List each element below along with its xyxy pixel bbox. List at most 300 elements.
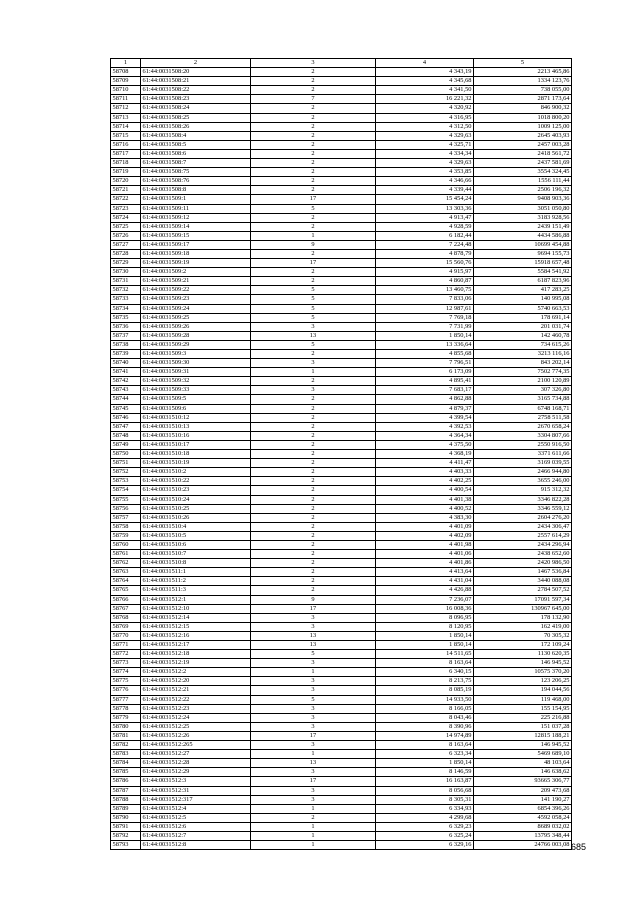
row-number-cell: 58791	[111, 822, 141, 831]
row-number-cell: 58790	[111, 813, 141, 822]
table-row	[111, 604, 572, 613]
cadastral-value-cell: 2871 173,64	[474, 95, 572, 104]
row-number-cell: 58754	[111, 486, 141, 495]
cadastral-value-cell: 5740 663,53	[474, 304, 572, 313]
cadastral-number-cell: 61:44:0031512:23	[141, 704, 251, 713]
group-code-cell: 2	[251, 149, 376, 158]
cadastral-number-cell: 61:44:0031510:17	[141, 440, 251, 449]
group-code-cell: 2	[251, 131, 376, 140]
cadastral-number-cell: 61:44:0031512:265	[141, 741, 251, 750]
specific-value-cell: 6 329,23	[376, 822, 474, 831]
cadastral-value-cell: 4592 058,24	[474, 813, 572, 822]
specific-value-cell: 4 325,71	[376, 140, 474, 149]
table-row	[111, 222, 572, 231]
table-row	[111, 631, 572, 640]
group-code-cell: 2	[251, 522, 376, 531]
table-row	[111, 304, 572, 313]
row-number-cell: 58741	[111, 368, 141, 377]
table-row	[111, 159, 572, 168]
group-code-cell: 2	[251, 395, 376, 404]
cadastral-value-cell: 6187 823,96	[474, 277, 572, 286]
row-number-cell: 58765	[111, 586, 141, 595]
group-code-cell: 17	[251, 195, 376, 204]
row-number-cell: 58767	[111, 604, 141, 613]
table-row	[111, 595, 572, 604]
group-code-cell: 2	[251, 277, 376, 286]
cadastral-value-cell: 6748 168,71	[474, 404, 572, 413]
row-number-cell: 58724	[111, 213, 141, 222]
table-row	[111, 831, 572, 840]
table-row	[111, 777, 572, 786]
table-row	[111, 786, 572, 795]
table-row	[111, 131, 572, 140]
cadastral-number-cell: 61:44:0031510:26	[141, 513, 251, 522]
cadastral-value-cell: 17091 597,34	[474, 595, 572, 604]
table-row	[111, 168, 572, 177]
row-number-cell: 58726	[111, 231, 141, 240]
row-number-cell: 58725	[111, 222, 141, 231]
cadastral-value-cell: 915 312,32	[474, 486, 572, 495]
group-code-cell: 5	[251, 295, 376, 304]
cadastral-number-cell: 61:44:0031510:24	[141, 495, 251, 504]
group-code-cell: 5	[251, 650, 376, 659]
cadastral-number-cell: 61:44:0031509:26	[141, 322, 251, 331]
group-code-cell: 5	[251, 340, 376, 349]
table-row	[111, 704, 572, 713]
group-code-cell: 3	[251, 741, 376, 750]
specific-value-cell: 14 974,89	[376, 731, 474, 740]
table-row	[111, 331, 572, 340]
cadastral-number-cell: 61:44:0031509:2	[141, 268, 251, 277]
cadastral-value-cell: 3169 039,55	[474, 459, 572, 468]
cadastral-value-cell: 48 103,64	[474, 759, 572, 768]
group-code-cell: 13	[251, 759, 376, 768]
cadastral-number-cell: 61:44:0031509:21	[141, 277, 251, 286]
cadastral-number-cell: 61:44:0031510:5	[141, 531, 251, 540]
specific-value-cell: 4 299,68	[376, 813, 474, 822]
table-row	[111, 841, 572, 850]
row-number-cell: 58749	[111, 440, 141, 449]
group-code-cell: 2	[251, 477, 376, 486]
table-row	[111, 186, 572, 195]
row-number-cell: 58755	[111, 495, 141, 504]
table-row	[111, 395, 572, 404]
table-row	[111, 813, 572, 822]
cadastral-value-cell: 1556 111,44	[474, 177, 572, 186]
table-row	[111, 377, 572, 386]
row-number-cell: 58778	[111, 704, 141, 713]
group-code-cell: 2	[251, 68, 376, 77]
table-row	[111, 431, 572, 440]
column-header-3: 3	[251, 59, 376, 68]
cadastral-number-cell: 61:44:0031509:33	[141, 386, 251, 395]
cadastral-number-cell: 61:44:0031510:4	[141, 522, 251, 531]
specific-value-cell: 4 368,19	[376, 450, 474, 459]
group-code-cell: 2	[251, 550, 376, 559]
cadastral-number-cell: 61:44:0031512:25	[141, 722, 251, 731]
specific-value-cell: 8 096,95	[376, 613, 474, 622]
table-row	[111, 622, 572, 631]
row-number-cell: 58780	[111, 722, 141, 731]
row-number-cell: 58752	[111, 468, 141, 477]
group-code-cell: 1	[251, 841, 376, 850]
cadastral-number-cell: 61:44:0031509:14	[141, 222, 251, 231]
table-row	[111, 459, 572, 468]
cadastral-value-cell: 4434 586,88	[474, 231, 572, 240]
cadastral-number-cell: 61:44:0031512:17	[141, 641, 251, 650]
row-number-cell: 58739	[111, 350, 141, 359]
row-number-cell: 58710	[111, 86, 141, 95]
column-header-4: 4	[376, 59, 474, 68]
cadastral-value-cell: 843 202,14	[474, 359, 572, 368]
group-code-cell: 3	[251, 677, 376, 686]
cadastral-value-cell: 146 945,52	[474, 659, 572, 668]
cadastral-number-cell: 61:44:0031512:22	[141, 695, 251, 704]
specific-value-cell: 4 401,09	[376, 522, 474, 531]
specific-value-cell: 16 163,87	[376, 777, 474, 786]
page-number: 685	[571, 842, 587, 852]
table-row	[111, 668, 572, 677]
cadastral-number-cell: 61:44:0031509:25	[141, 313, 251, 322]
specific-value-cell: 6 173,09	[376, 368, 474, 377]
row-number-cell: 58720	[111, 177, 141, 186]
specific-value-cell: 4 400,52	[376, 504, 474, 513]
row-number-cell: 58721	[111, 186, 141, 195]
row-number-cell: 58758	[111, 522, 141, 531]
cadastral-number-cell: 61:44:0031512:21	[141, 686, 251, 695]
specific-value-cell: 16 008,36	[376, 604, 474, 613]
specific-value-cell: 4 364,34	[376, 431, 474, 440]
specific-value-cell: 4 343,19	[376, 68, 474, 77]
table-row	[111, 350, 572, 359]
group-code-cell: 3	[251, 622, 376, 631]
row-number-cell: 58708	[111, 68, 141, 77]
table-row	[111, 368, 572, 377]
cadastral-number-cell: 61:44:0031508:24	[141, 104, 251, 113]
row-number-cell: 58712	[111, 104, 141, 113]
column-header-2: 2	[141, 59, 251, 68]
row-number-cell: 58788	[111, 795, 141, 804]
row-number-cell: 58787	[111, 786, 141, 795]
specific-value-cell: 4 431,04	[376, 577, 474, 586]
row-number-cell: 58730	[111, 268, 141, 277]
cadastral-number-cell: 61:44:0031512:6	[141, 822, 251, 831]
cadastral-value-cell: 3371 611,66	[474, 450, 572, 459]
cadastral-number-cell: 61:44:0031512:24	[141, 713, 251, 722]
table-row	[111, 741, 572, 750]
row-number-cell: 58747	[111, 422, 141, 431]
group-code-cell: 2	[251, 86, 376, 95]
group-code-cell: 2	[251, 486, 376, 495]
row-number-cell: 58784	[111, 759, 141, 768]
cadastral-value-cell: 15918 657,48	[474, 259, 572, 268]
row-number-cell: 58740	[111, 359, 141, 368]
table-row	[111, 768, 572, 777]
specific-value-cell: 8 085,19	[376, 686, 474, 695]
specific-value-cell: 4 860,87	[376, 277, 474, 286]
table-row	[111, 95, 572, 104]
row-number-cell: 58718	[111, 159, 141, 168]
cadastral-value-cell: 140 995,08	[474, 295, 572, 304]
table-row	[111, 104, 572, 113]
specific-value-cell: 4 329,63	[376, 131, 474, 140]
table-row	[111, 586, 572, 595]
specific-value-cell: 6 323,34	[376, 750, 474, 759]
row-number-cell: 58737	[111, 331, 141, 340]
specific-value-cell: 8 043,46	[376, 713, 474, 722]
row-number-cell: 58793	[111, 841, 141, 850]
specific-value-cell: 4 413,64	[376, 568, 474, 577]
row-number-cell: 58763	[111, 568, 141, 577]
group-code-cell: 2	[251, 177, 376, 186]
group-code-cell: 2	[251, 213, 376, 222]
cadastral-value-cell: 1467 536,84	[474, 568, 572, 577]
specific-value-cell: 6 340,15	[376, 668, 474, 677]
group-code-cell: 2	[251, 577, 376, 586]
group-code-cell: 2	[251, 513, 376, 522]
specific-value-cell: 7 833,06	[376, 295, 474, 304]
cadastral-number-cell: 61:44:0031508:8	[141, 186, 251, 195]
specific-value-cell: 4 329,63	[376, 159, 474, 168]
cadastral-value-cell: 172 109,24	[474, 641, 572, 650]
cadastral-value-cell: 201 031,74	[474, 322, 572, 331]
cadastral-number-cell: 61:44:0031509:32	[141, 377, 251, 386]
cadastral-value-cell: 7502 774,35	[474, 368, 572, 377]
specific-value-cell: 4 392,53	[376, 422, 474, 431]
row-number-cell: 58773	[111, 659, 141, 668]
cadastral-value-cell: 146 638,62	[474, 768, 572, 777]
table-row	[111, 522, 572, 531]
table-row	[111, 140, 572, 149]
row-number-cell: 58771	[111, 641, 141, 650]
group-code-cell: 2	[251, 222, 376, 231]
table-row	[111, 731, 572, 740]
row-number-cell: 58779	[111, 713, 141, 722]
group-code-cell: 2	[251, 186, 376, 195]
row-number-cell: 58757	[111, 513, 141, 522]
row-number-cell: 58786	[111, 777, 141, 786]
table-row	[111, 322, 572, 331]
row-number-cell: 58770	[111, 631, 141, 640]
table-row	[111, 486, 572, 495]
cadastral-number-cell: 61:44:0031508:22	[141, 86, 251, 95]
row-number-cell: 58751	[111, 459, 141, 468]
table-row	[111, 313, 572, 322]
cadastral-value-cell: 209 473,68	[474, 786, 572, 795]
group-code-cell: 2	[251, 431, 376, 440]
specific-value-cell: 4 353,85	[376, 168, 474, 177]
specific-value-cell: 13 303,36	[376, 204, 474, 213]
table-row	[111, 713, 572, 722]
cadastral-number-cell: 61:44:0031512:27	[141, 750, 251, 759]
column-header-5: 5	[474, 59, 572, 68]
specific-value-cell: 6 325,24	[376, 831, 474, 840]
cadastral-number-cell: 61:44:0031510:7	[141, 550, 251, 559]
specific-value-cell: 7 224,48	[376, 240, 474, 249]
cadastral-number-cell: 61:44:0031509:17	[141, 240, 251, 249]
cadastral-value-cell: 8689 032,02	[474, 822, 572, 831]
group-code-cell: 5	[251, 695, 376, 704]
group-code-cell: 3	[251, 359, 376, 368]
group-code-cell: 2	[251, 104, 376, 113]
group-code-cell: 2	[251, 495, 376, 504]
specific-value-cell: 4 400,54	[376, 486, 474, 495]
specific-value-cell: 14 511,65	[376, 650, 474, 659]
table-row	[111, 540, 572, 549]
group-code-cell: 2	[251, 504, 376, 513]
cadastral-number-cell: 61:44:0031512:19	[141, 659, 251, 668]
table-header	[111, 59, 572, 68]
cadastral-number-cell: 61:44:0031508:4	[141, 131, 251, 140]
cadastral-number-cell: 61:44:0031512:31	[141, 786, 251, 795]
cadastral-value-cell: 3165 734,88	[474, 395, 572, 404]
cadastral-number-cell: 61:44:0031508:5	[141, 140, 251, 149]
specific-value-cell: 4 346,66	[376, 177, 474, 186]
cadastral-number-cell: 61:44:0031510:18	[141, 450, 251, 459]
row-number-cell: 58777	[111, 695, 141, 704]
group-code-cell: 2	[251, 459, 376, 468]
specific-value-cell: 4 402,09	[376, 531, 474, 540]
cadastral-value-cell: 2213 465,86	[474, 68, 572, 77]
table-row	[111, 77, 572, 86]
row-number-cell: 58722	[111, 195, 141, 204]
group-code-cell: 2	[251, 377, 376, 386]
row-number-cell: 58764	[111, 577, 141, 586]
row-number-cell: 58775	[111, 677, 141, 686]
cadastral-value-cell: 307 326,80	[474, 386, 572, 395]
group-code-cell: 3	[251, 768, 376, 777]
cadastral-value-cell: 3440 088,08	[474, 577, 572, 586]
row-number-cell: 58792	[111, 831, 141, 840]
row-number-cell: 58735	[111, 313, 141, 322]
group-code-cell: 2	[251, 468, 376, 477]
specific-value-cell: 6 329,16	[376, 841, 474, 850]
specific-value-cell: 12 987,61	[376, 304, 474, 313]
row-number-cell: 58742	[111, 377, 141, 386]
table-row	[111, 468, 572, 477]
group-code-cell: 3	[251, 722, 376, 731]
specific-value-cell: 7 683,17	[376, 386, 474, 395]
row-number-cell: 58734	[111, 304, 141, 313]
table-row	[111, 149, 572, 158]
cadastral-value-cell: 2758 511,58	[474, 413, 572, 422]
cadastral-number-cell: 61:44:0031510:2	[141, 468, 251, 477]
table-row	[111, 113, 572, 122]
row-number-cell: 58729	[111, 259, 141, 268]
cadastral-number-cell: 61:44:0031511:1	[141, 568, 251, 577]
group-code-cell: 5	[251, 204, 376, 213]
cadastral-value-cell: 2439 151,49	[474, 222, 572, 231]
table-row	[111, 195, 572, 204]
table-row	[111, 204, 572, 213]
cadastral-value-cell: 5584 541,92	[474, 268, 572, 277]
specific-value-cell: 4 862,88	[376, 395, 474, 404]
row-number-cell: 58783	[111, 750, 141, 759]
group-code-cell: 13	[251, 331, 376, 340]
cadastral-value-cell: 10575 370,20	[474, 668, 572, 677]
row-number-cell: 58716	[111, 140, 141, 149]
specific-value-cell: 8 213,75	[376, 677, 474, 686]
specific-value-cell: 4 913,47	[376, 213, 474, 222]
cadastral-number-cell: 61:44:0031512:5	[141, 813, 251, 822]
group-code-cell: 2	[251, 413, 376, 422]
table-row	[111, 822, 572, 831]
table-row	[111, 750, 572, 759]
specific-value-cell: 1 850,14	[376, 759, 474, 768]
specific-value-cell: 1 850,14	[376, 631, 474, 640]
cadastral-number-cell: 61:44:0031512:26	[141, 731, 251, 740]
group-code-cell: 1	[251, 668, 376, 677]
group-code-cell: 3	[251, 713, 376, 722]
cadastral-value-cell: 142 460,78	[474, 331, 572, 340]
cadastral-value-cell: 2418 561,72	[474, 149, 572, 158]
table-row	[111, 122, 572, 131]
table-row	[111, 613, 572, 622]
cadastral-value-cell: 151 037,28	[474, 722, 572, 731]
row-number-cell: 58768	[111, 613, 141, 622]
cadastral-value-cell: 6854 396,26	[474, 804, 572, 813]
row-number-cell: 58769	[111, 622, 141, 631]
group-code-cell: 9	[251, 595, 376, 604]
row-number-cell: 58782	[111, 741, 141, 750]
row-number-cell: 58759	[111, 531, 141, 540]
cadastral-value-cell: 2784 507,52	[474, 586, 572, 595]
cadastral-value-cell: 2457 003,28	[474, 140, 572, 149]
specific-value-cell: 8 163,64	[376, 659, 474, 668]
cadastral-value-cell: 10699 454,88	[474, 240, 572, 249]
group-code-cell: 17	[251, 604, 376, 613]
row-number-cell: 58785	[111, 768, 141, 777]
row-number-cell: 58731	[111, 277, 141, 286]
cadastral-number-cell: 61:44:0031512:20	[141, 677, 251, 686]
cadastral-number-cell: 61:44:0031510:23	[141, 486, 251, 495]
table-row	[111, 659, 572, 668]
cadastral-value-cell: 178 132,90	[474, 613, 572, 622]
group-code-cell: 7	[251, 95, 376, 104]
cadastral-number-cell: 61:44:0031508:7	[141, 159, 251, 168]
group-code-cell: 2	[251, 586, 376, 595]
table-row	[111, 295, 572, 304]
cadastral-number-cell: 61:44:0031509:5	[141, 395, 251, 404]
cadastral-value-cell: 2506 196,32	[474, 186, 572, 195]
group-code-cell: 17	[251, 259, 376, 268]
specific-value-cell: 8 163,64	[376, 741, 474, 750]
group-code-cell: 1	[251, 822, 376, 831]
specific-value-cell: 1 850,14	[376, 331, 474, 340]
row-number-cell: 58756	[111, 504, 141, 513]
cadastral-value-cell: 2434 296,94	[474, 540, 572, 549]
group-code-cell: 5	[251, 313, 376, 322]
specific-value-cell: 4 375,50	[376, 440, 474, 449]
specific-value-cell: 4 426,88	[376, 586, 474, 595]
cadastral-value-cell: 119 468,00	[474, 695, 572, 704]
table-row	[111, 440, 572, 449]
group-code-cell: 9	[251, 240, 376, 249]
table-row	[111, 677, 572, 686]
specific-value-cell: 4 411,47	[376, 459, 474, 468]
group-code-cell: 1	[251, 750, 376, 759]
table-row	[111, 495, 572, 504]
table-row	[111, 404, 572, 413]
cadastral-value-cell: 225 216,88	[474, 713, 572, 722]
cadastral-number-cell: 61:44:0031512:10	[141, 604, 251, 613]
column-header-1: 1	[111, 59, 141, 68]
cadastral-number-cell: 61:44:0031510:25	[141, 504, 251, 513]
cadastral-number-cell: 61:44:0031510:8	[141, 559, 251, 568]
cadastral-number-cell: 61:44:0031508:21	[141, 77, 251, 86]
row-number-cell: 58760	[111, 540, 141, 549]
cadastral-value-cell: 5469 689,10	[474, 750, 572, 759]
